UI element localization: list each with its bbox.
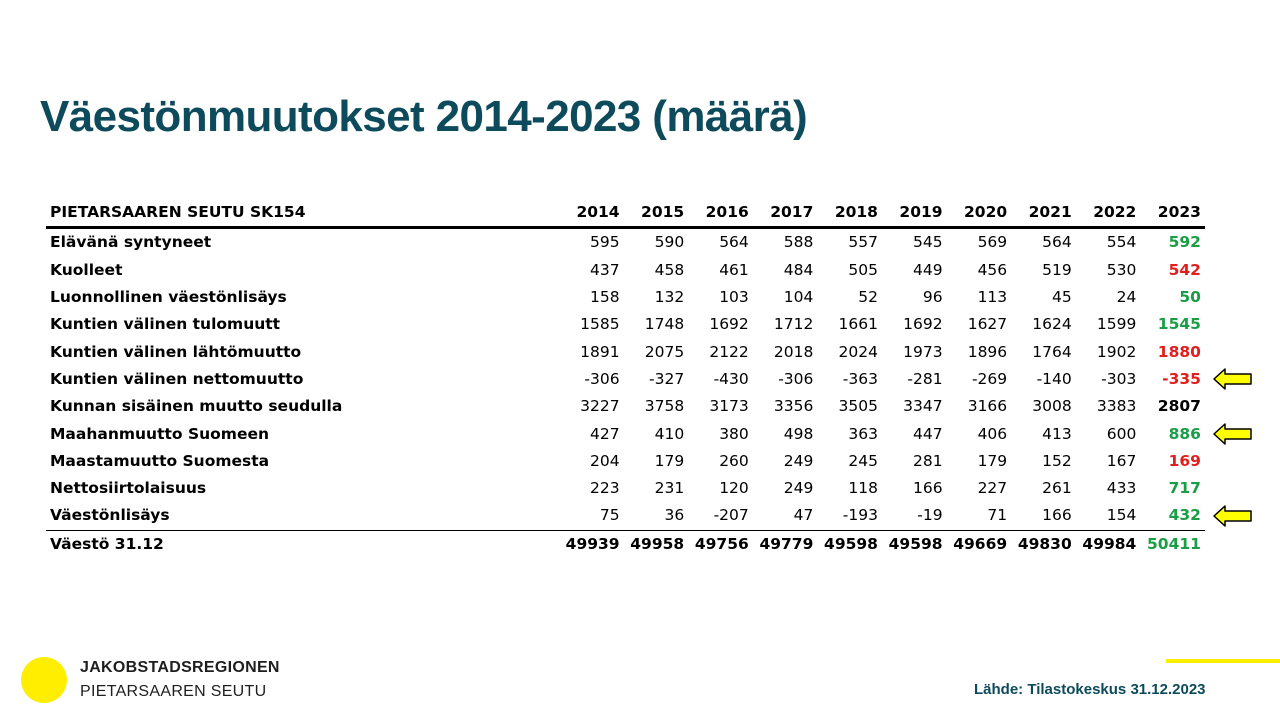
value-cell: 449: [912, 260, 943, 279]
value-cell: 231: [654, 479, 685, 498]
table-row-population: [46, 530, 1205, 558]
value-2023: 886: [1168, 424, 1201, 443]
value-cell: 49669: [943, 530, 1008, 558]
value-2023: -335: [1162, 369, 1201, 388]
table-header-region: PIETARSAAREN SEUTU SK154: [46, 199, 555, 228]
value-cell: 505: [848, 260, 878, 279]
value-cell: 49756: [684, 530, 749, 558]
table-row: [46, 284, 1205, 311]
value-cell: 1627: [967, 315, 1008, 334]
value-cell: 104: [783, 288, 814, 307]
value-cell: 49939: [555, 530, 620, 558]
value-cell: 245: [848, 451, 878, 470]
brand-logo-circle: [21, 657, 67, 703]
value-cell: 2122: [709, 342, 749, 361]
value-cell: 530: [1106, 260, 1137, 279]
value-cell: 363: [848, 424, 878, 443]
value-cell: 1599: [1096, 315, 1137, 334]
table-header-year: 2019: [878, 199, 943, 228]
value-cell: 3347: [903, 397, 943, 416]
row-label: Maahanmuutto Suomeen: [50, 424, 270, 443]
value-cell: 461: [719, 260, 749, 279]
value-cell: 1692: [903, 315, 943, 334]
table-header-row: [46, 199, 1205, 228]
value-cell: 3758: [644, 397, 685, 416]
value-cell: 1896: [967, 342, 1008, 361]
value-cell: 52: [858, 288, 878, 307]
value-cell: 36: [664, 506, 685, 525]
value-cell: 49830: [1007, 530, 1072, 558]
value-cell: -281: [907, 369, 943, 388]
value-cell: 260: [719, 451, 749, 470]
population-changes-table: [46, 199, 1205, 558]
value-cell: 1764: [1032, 342, 1072, 361]
value-cell: 3166: [967, 397, 1008, 416]
table-row: [46, 475, 1205, 502]
value-cell: 1902: [1096, 342, 1137, 361]
row-label: Väestö 31.12: [46, 530, 555, 558]
value-cell: 458: [654, 260, 685, 279]
value-cell: 158: [590, 288, 620, 307]
value-cell: 261: [1042, 479, 1072, 498]
value-cell: 152: [1042, 451, 1072, 470]
value-cell: 2075: [644, 342, 685, 361]
table-header-year: 2016: [684, 199, 749, 228]
table-row: [46, 257, 1205, 284]
highlight-arrow-icon: [1213, 505, 1253, 527]
table-header-year: 2018: [813, 199, 878, 228]
table-row: [46, 393, 1205, 420]
table-header-year: 2021: [1007, 199, 1072, 228]
value-cell: 71: [987, 506, 1008, 525]
value-cell: 600: [1106, 424, 1137, 443]
value-cell: 49958: [620, 530, 685, 558]
value-cell: 595: [590, 233, 620, 252]
highlight-arrow-icon: [1213, 368, 1253, 390]
value-cell: 179: [654, 451, 685, 470]
value-cell: 564: [719, 233, 749, 252]
value-cell: 179: [977, 451, 1008, 470]
row-label: Nettosiirtolaisuus: [50, 479, 207, 498]
value-cell: 132: [654, 288, 685, 307]
value-cell: -19: [917, 506, 943, 525]
value-cell: 447: [912, 424, 943, 443]
value-cell: 103: [719, 288, 749, 307]
value-cell: 166: [912, 479, 943, 498]
value-cell: 3173: [709, 397, 749, 416]
value-cell: 120: [719, 479, 749, 498]
value-cell: 166: [1042, 506, 1072, 525]
value-cell: 227: [977, 479, 1008, 498]
row-label: Maastamuutto Suomesta: [50, 451, 270, 470]
value-2023: 2807: [1157, 397, 1201, 416]
value-2023: 50: [1179, 288, 1201, 307]
value-2023: 717: [1168, 479, 1201, 498]
value-cell: -363: [842, 369, 878, 388]
table-row: [46, 338, 1205, 365]
value-cell: 498: [783, 424, 814, 443]
value-cell: 554: [1106, 233, 1137, 252]
brand-name-swedish: JAKOBSTADSREGIONEN: [80, 659, 280, 676]
brand-name-finnish: PIETARSAAREN SEUTU: [80, 683, 267, 700]
value-cell: 1624: [1032, 315, 1072, 334]
row-label: Elävänä syntyneet: [50, 233, 212, 252]
value-cell: 1692: [709, 315, 749, 334]
value-cell: 24: [1116, 288, 1137, 307]
value-cell: 45: [1052, 288, 1072, 307]
value-cell: 564: [1042, 233, 1072, 252]
value-cell: 1973: [903, 342, 943, 361]
value-2023: 1880: [1157, 342, 1201, 361]
source-note: Lähde: Tilastokeskus 31.12.2023: [974, 681, 1206, 698]
table-header-year: 2017: [749, 199, 814, 228]
value-2023: 542: [1168, 260, 1201, 279]
value-cell: 456: [977, 260, 1008, 279]
decorative-yellow-line: [1166, 659, 1280, 663]
value-cell: 96: [922, 288, 943, 307]
value-cell: 484: [783, 260, 814, 279]
value-2023: 169: [1168, 451, 1201, 470]
row-label: Kunnan sisäinen muutto seudulla: [50, 397, 343, 416]
value-cell: 47: [793, 506, 814, 525]
value-cell: -140: [1036, 369, 1072, 388]
row-label: Kuntien välinen nettomuutto: [50, 369, 304, 388]
value-cell: 204: [590, 451, 620, 470]
value-cell: -306: [584, 369, 620, 388]
table-header-year: 2020: [943, 199, 1008, 228]
row-label: Kuntien välinen lähtömuutto: [50, 342, 302, 361]
value-cell: 1712: [773, 315, 814, 334]
value-cell: 588: [783, 233, 814, 252]
value-cell: 49984: [1072, 530, 1137, 558]
value-cell: 1891: [580, 342, 620, 361]
table-row: [46, 420, 1205, 447]
value-cell: 281: [912, 451, 943, 470]
table-row: [46, 366, 1205, 393]
value-cell: 113: [977, 288, 1008, 307]
value-cell: 1661: [838, 315, 878, 334]
value-cell: 223: [590, 479, 620, 498]
value-2023: 50411: [1136, 530, 1205, 558]
value-cell: 49598: [878, 530, 943, 558]
value-2023: 432: [1168, 506, 1201, 525]
value-cell: 1585: [580, 315, 620, 334]
value-cell: 2024: [838, 342, 878, 361]
row-label: Väestönlisäys: [50, 506, 170, 525]
value-cell: 557: [848, 233, 878, 252]
value-cell: 3383: [1096, 397, 1137, 416]
table-row: [46, 228, 1205, 257]
value-cell: -327: [649, 369, 685, 388]
table-header-year: 2023: [1136, 199, 1205, 228]
value-2023: 592: [1168, 233, 1201, 252]
highlight-arrow-icon: [1213, 423, 1253, 445]
page-title: Väestönmuutokset 2014-2023 (määrä): [40, 92, 808, 141]
value-cell: 590: [654, 233, 685, 252]
value-cell: -269: [971, 369, 1008, 388]
value-cell: 2018: [773, 342, 814, 361]
value-cell: 380: [719, 424, 749, 443]
table-header-year: 2015: [620, 199, 685, 228]
value-cell: 249: [783, 479, 814, 498]
value-cell: 3227: [580, 397, 620, 416]
table-header-year: 2022: [1072, 199, 1137, 228]
value-cell: -207: [713, 506, 749, 525]
value-cell: 3356: [773, 397, 814, 416]
value-cell: 167: [1106, 451, 1137, 470]
table-row: [46, 448, 1205, 475]
table-row: [46, 311, 1205, 338]
table-header-year: 2014: [555, 199, 620, 228]
row-label: Luonnollinen väestönlisäys: [50, 288, 287, 307]
value-2023: 1545: [1157, 315, 1201, 334]
value-cell: -306: [778, 369, 814, 388]
value-cell: 569: [977, 233, 1008, 252]
row-label: Kuolleet: [50, 260, 123, 279]
value-cell: 437: [590, 260, 620, 279]
value-cell: 410: [654, 424, 685, 443]
value-cell: 154: [1106, 506, 1137, 525]
value-cell: 519: [1042, 260, 1072, 279]
value-cell: 406: [977, 424, 1008, 443]
value-cell: 49779: [749, 530, 814, 558]
value-cell: 413: [1042, 424, 1072, 443]
value-cell: -303: [1101, 369, 1137, 388]
row-label: Kuntien välinen tulomuutt: [50, 315, 281, 334]
value-cell: 75: [599, 506, 620, 525]
value-cell: 249: [783, 451, 814, 470]
value-cell: 3505: [838, 397, 878, 416]
value-cell: 49598: [813, 530, 878, 558]
value-cell: 118: [848, 479, 878, 498]
value-cell: 433: [1106, 479, 1137, 498]
table-row: [46, 502, 1205, 530]
value-cell: 1748: [644, 315, 685, 334]
value-cell: 3008: [1032, 397, 1072, 416]
value-cell: 545: [912, 233, 943, 252]
value-cell: -430: [713, 369, 749, 388]
value-cell: -193: [842, 506, 878, 525]
value-cell: 427: [590, 424, 620, 443]
